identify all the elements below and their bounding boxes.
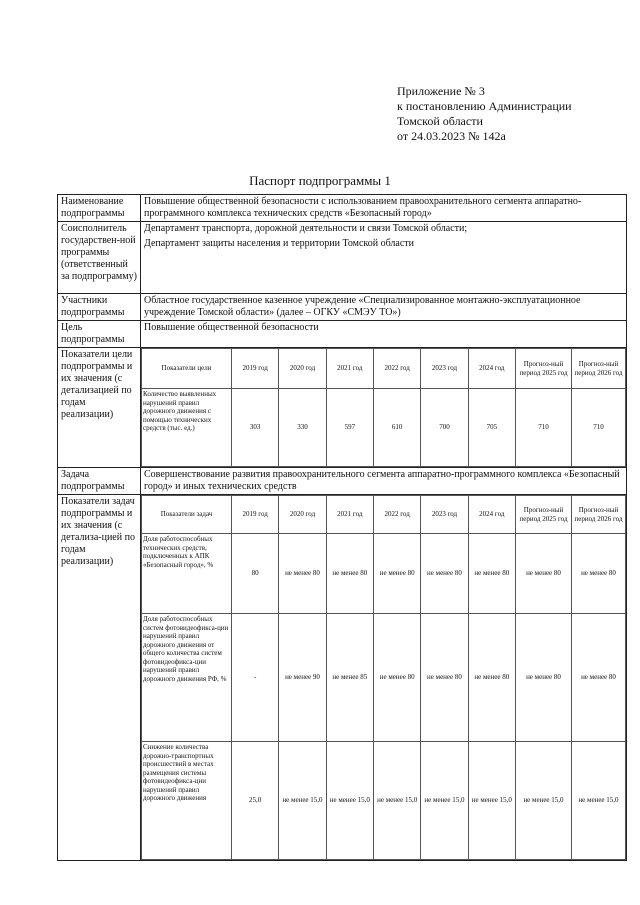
task-indicator-header-cell: 2019 год [232, 496, 279, 534]
task-indicator-header-cell: 2021 год [326, 496, 373, 534]
value-name: Повышение общественной безопасности с использованием правоохранительного сегмента аппаратно-программного комплекса технических средств «Безопасный город» [141, 195, 627, 222]
task-indicator-value-cell: не менее 15,0 [468, 742, 515, 860]
task-indicators-table [141, 495, 626, 860]
task-indicators-cell [141, 495, 627, 861]
appendix-line-1: Приложение № 3 [397, 84, 485, 98]
task-indicator-value-cell: не менее 15,0 [516, 742, 572, 860]
task-indicator-value-cell: не менее 80 [516, 534, 572, 614]
row-name [58, 195, 627, 222]
goal-indicator-row [142, 389, 626, 467]
task-indicator-value-cell: не менее 80 [326, 534, 373, 614]
goal-indicator-value-cell: 705 [468, 389, 515, 467]
goal-indicator-indicator-name: Количество выявленных нарушений правил дорожного движения с помощью технических средств (тыс. ед.) [142, 389, 232, 467]
task-indicator-indicator-name: Доля работоспособных систем фотовидеофикса-ции нарушений правил дорожного движения от общего количества систем фотовидеофикса-ции нарушений правил дорожного движения РФ, % [142, 614, 232, 742]
task-indicator-header-cell: 2022 год [373, 496, 420, 534]
task-indicator-indicator-name: Снижение количества дорожно-транспортных происшествий в местах размещения системы фотовидеофикса-ции нарушений правил дорожного движения [142, 742, 232, 860]
task-indicator-header-cell: Показатели задач [142, 496, 232, 534]
value-goal: Повышение общественной безопасности [141, 321, 627, 348]
row-participants [58, 294, 627, 321]
goal-indicator-header-cell: 2024 год [468, 349, 515, 389]
goal-indicator-header-row [142, 349, 626, 389]
label-task-indicators: Показатели задач подпрограммы и их значения (с детализа-цией по годам реализации) [58, 495, 141, 861]
task-indicator-header-cell: 2023 год [421, 496, 468, 534]
task-indicator-header-cell: 2024 год [468, 496, 515, 534]
task-indicator-row [142, 614, 626, 742]
task-indicator-value-cell: не менее 80 [373, 534, 420, 614]
goal-indicator-value-cell: 710 [572, 389, 626, 467]
coexecutor-line-1: Департамент транспорта, дорожной деятельности и связи Томской области; [144, 223, 468, 234]
passport-table [57, 194, 627, 861]
task-indicator-value-cell: не менее 15,0 [421, 742, 468, 860]
task-indicator-value-cell: - [232, 614, 279, 742]
task-indicator-value-cell: не менее 80 [421, 614, 468, 742]
task-indicator-value-cell: не менее 15,0 [373, 742, 420, 860]
goal-indicator-header-cell: 2023 год [421, 349, 468, 389]
goal-indicator-value-cell: 710 [516, 389, 572, 467]
appendix-line-3: Томской области [397, 114, 483, 128]
task-indicator-value-cell: не менее 90 [279, 614, 326, 742]
task-indicator-value-cell: не менее 15,0 [326, 742, 373, 860]
goal-indicator-header-cell: 2021 год [326, 349, 373, 389]
goal-indicator-header-cell: 2020 год [279, 349, 326, 389]
task-indicator-value-cell: не менее 80 [572, 614, 626, 742]
label-goal: Цель подпрограммы [58, 321, 141, 348]
task-indicator-value-cell: 25,0 [232, 742, 279, 860]
appendix-line-2: к постановлению Администрации [397, 99, 572, 113]
task-indicator-row [142, 534, 626, 614]
task-indicator-value-cell: не менее 80 [572, 534, 626, 614]
appendix-header [397, 84, 572, 144]
task-indicator-header-row [142, 496, 626, 534]
task-indicator-indicator-name: Доля работоспособных технических средств, подключенных к АПК «Безопасный город», % [142, 534, 232, 614]
task-indicator-header-cell: 2020 год [279, 496, 326, 534]
row-goal [58, 321, 627, 348]
task-indicator-value-cell: не менее 80 [516, 614, 572, 742]
goal-indicator-value-cell: 700 [421, 389, 468, 467]
goal-indicator-header-cell: 2022 год [373, 349, 420, 389]
coexecutor-line-2: Департамент защиты населения и территории Томской области [144, 238, 415, 249]
task-indicator-value-cell: не менее 15,0 [572, 742, 626, 860]
task-indicator-value-cell: не менее 80 [373, 614, 420, 742]
task-indicator-value-cell: 80 [232, 534, 279, 614]
goal-indicator-header-cell: 2019 год [232, 349, 279, 389]
value-task: Совершенствование развития правоохранительного сегмента аппаратно-программного комплекса «Безопасный город» и иных технических средств [141, 468, 627, 495]
goal-indicator-value-cell: 303 [232, 389, 279, 467]
goal-indicator-header-cell: Показатели цели [142, 349, 232, 389]
goal-indicator-header-cell: Прогноз-ный период 2026 год [572, 349, 626, 389]
task-indicator-value-cell: не менее 80 [468, 614, 515, 742]
task-indicator-header-cell: Прогноз-ный период 2026 год [572, 496, 626, 534]
label-name: Наименование подпрограммы [58, 195, 141, 222]
label-task: Задача подпрограммы [58, 468, 141, 495]
task-indicator-value-cell: не менее 80 [421, 534, 468, 614]
task-indicator-value-cell: не менее 15,0 [279, 742, 326, 860]
goal-indicators-cell [141, 348, 627, 468]
task-indicator-row [142, 742, 626, 860]
label-goal-indicators: Показатели цели подпрограммы и их значения (с детализацией по годам реализации) [58, 348, 141, 468]
label-participants: Участники подпрограммы [58, 294, 141, 321]
row-coexecutor [58, 222, 627, 294]
goal-indicator-header-cell: Прогноз-ный период 2025 год [516, 349, 572, 389]
goal-indicators-table [141, 348, 626, 467]
row-task-indicators [58, 495, 627, 861]
row-goal-indicators [58, 348, 627, 468]
document-title: Паспорт подпрограммы 1 [249, 173, 391, 188]
goal-indicator-value-cell: 330 [279, 389, 326, 467]
value-participants: Областное государственное казенное учреждение «Специализированное монтажно-эксплуатационное учреждение Томской области» (далее – ОГКУ «СМЭУ ТО») [141, 294, 627, 321]
goal-indicator-value-cell: 610 [373, 389, 420, 467]
task-indicator-value-cell: не менее 80 [468, 534, 515, 614]
appendix-line-4: от 24.03.2023 № 142а [397, 129, 506, 143]
task-indicator-value-cell: не менее 85 [326, 614, 373, 742]
task-indicator-value-cell: не менее 80 [279, 534, 326, 614]
row-task [58, 468, 627, 495]
value-coexecutor [141, 222, 627, 294]
goal-indicator-value-cell: 597 [326, 389, 373, 467]
task-indicator-header-cell: Прогноз-ный период 2025 год [516, 496, 572, 534]
label-coexecutor: Соисполнитель государствен-ной программы (ответственный за подпрограмму) [58, 222, 141, 294]
